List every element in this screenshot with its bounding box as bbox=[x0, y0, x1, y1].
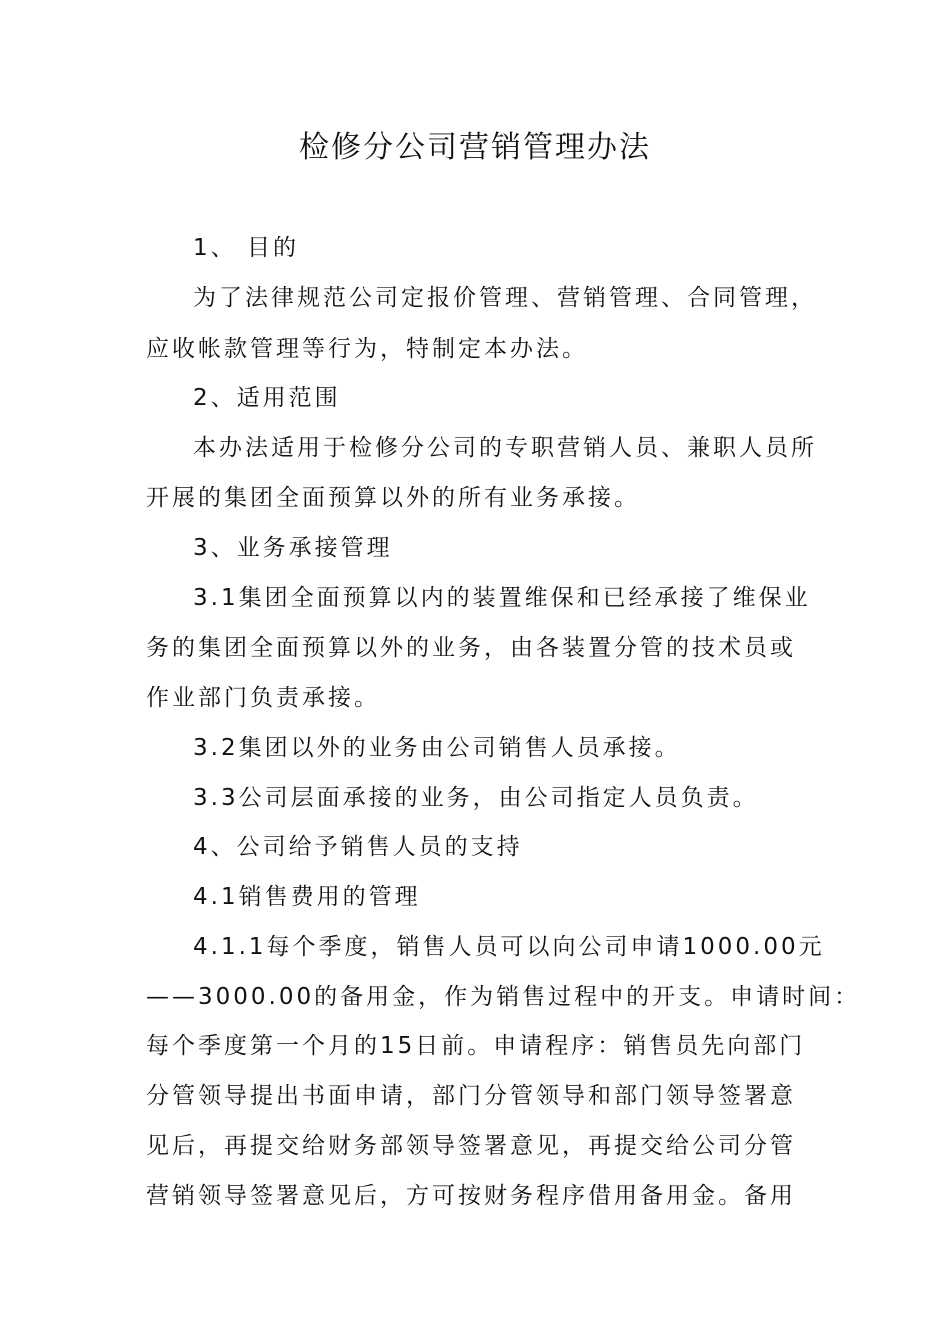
paragraph-line: 开展的集团全面预算以外的所有业务承接。 bbox=[146, 485, 640, 511]
paragraph-line: 4.1.1每个季度，销售人员可以向公司申请1000.00元 bbox=[193, 934, 825, 960]
paragraph-line: 每个季度第一个月的15日前。申请程序：销售员先向部门 bbox=[146, 1033, 806, 1059]
paragraph-line: ——3000.00的备用金，作为销售过程中的开支。申请时间： bbox=[146, 984, 861, 1010]
paragraph-line: 应收帐款管理等行为，特制定本办法。 bbox=[146, 336, 588, 362]
paragraph-line: 见后，再提交给财务部领导签署意见，再提交给公司分管 bbox=[146, 1133, 796, 1159]
paragraph-line: 作业部门负责承接。 bbox=[146, 685, 380, 711]
paragraph-line: 为了法律规范公司定报价管理、营销管理、合同管理， bbox=[193, 285, 817, 311]
heading-4-support: 4、公司给予销售人员的支持 bbox=[193, 834, 523, 860]
paragraph-line: 3.3公司层面承接的业务，由公司指定人员负责。 bbox=[193, 785, 759, 811]
subheading-4-1: 4.1销售费用的管理 bbox=[193, 884, 421, 910]
heading-2-scope: 2、适用范围 bbox=[193, 385, 341, 411]
paragraph-line: 务的集团全面预算以外的业务，由各装置分管的技术员或 bbox=[146, 635, 796, 661]
document-title: 检修分公司营销管理办法 bbox=[299, 130, 651, 165]
paragraph-line: 3.1集团全面预算以内的装置维保和已经承接了维保业 bbox=[193, 585, 811, 611]
heading-1-purpose: 1、 目的 bbox=[193, 235, 299, 261]
paragraph-line: 营销领导签署意见后，方可按财务程序借用备用金。备用 bbox=[146, 1183, 796, 1209]
paragraph-line: 本办法适用于检修分公司的专职营销人员、兼职人员所 bbox=[193, 435, 817, 461]
paragraph-line: 分管领导提出书面申请，部门分管领导和部门领导签署意 bbox=[146, 1083, 796, 1109]
paragraph-line: 3.2集团以外的业务由公司销售人员承接。 bbox=[193, 735, 681, 761]
heading-3-business: 3、业务承接管理 bbox=[193, 535, 393, 561]
